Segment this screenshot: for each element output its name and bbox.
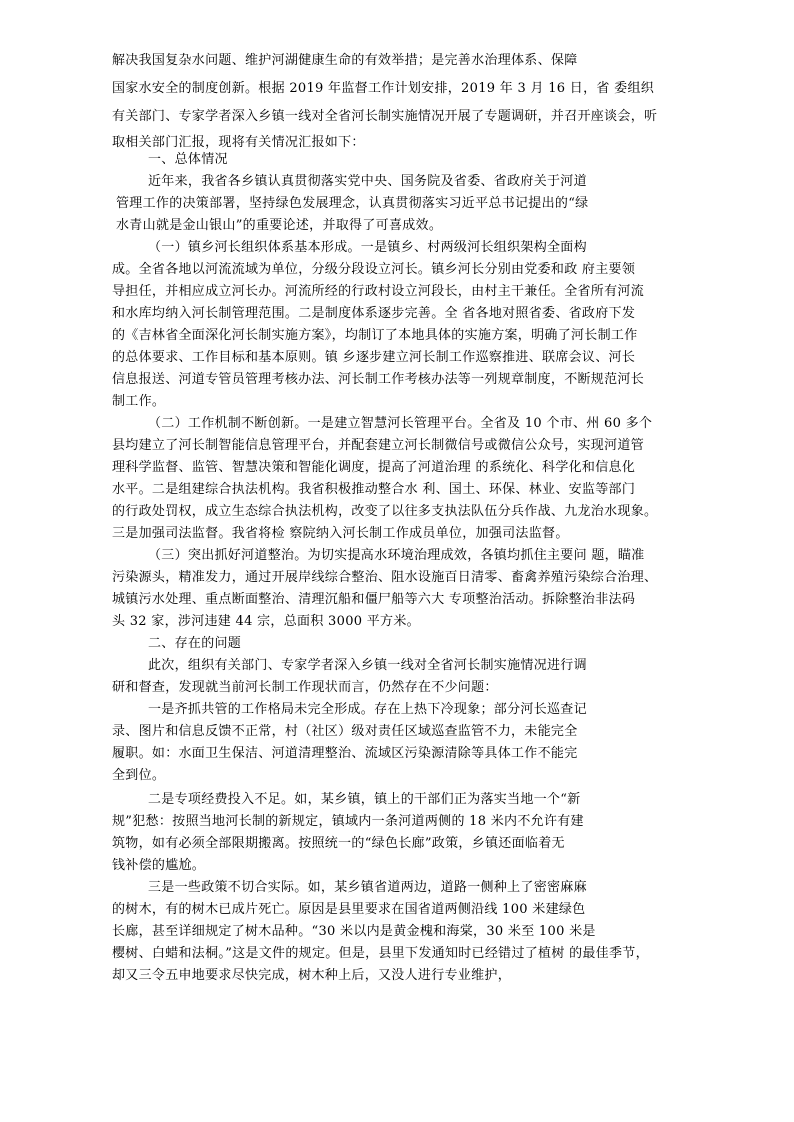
text-line: 理科学监督、监管、智慧决策和智能化调度，提高了河道治理 的系统化、科学化和信息化 [112, 460, 636, 475]
text-line: 国家水安全的制度创新。根据 2019 年监督工作计划安排，2019 年 3 月 16 日，省 委组织 [112, 81, 655, 96]
text-line: 长廊，甚至详细规定了树木品种。“30 米以内是黄金槐和海棠，30 米至 100 米是 [112, 924, 596, 939]
text-line: 却又三令五申地要求尽快完成，树木种上后，又没人进行专业维护， [112, 968, 512, 983]
text-line: 县均建立了河长制智能信息管理平台，并配套建立河长制微信号或微信公众号，实现河道管 [112, 438, 645, 453]
text-line: 履职。如：水面卫生保洁、河道清理整治、流域区污染源清除等具体工作不能完 [112, 746, 578, 761]
text-line: 信息报送、河道专管员管理考核办法、河长制工作考核办法等一列规章制度，不断规范河长 [112, 372, 645, 387]
text-line: 成。全省各地以河流流域为单位，分级分段设立河长。镇乡河长分别由党委和政 府主要领 [112, 262, 636, 277]
text-line: 规”犯愁：按照当地河长制的新规定，镇域内一条河道两侧的 18 米内不允许有建 [112, 814, 584, 829]
subsection-heading: （三）突出抓好河道整治。为切实提高水环境治理成效，各镇均抓住主要问 题，瞄准 [148, 548, 645, 563]
subsection-heading: （一）镇乡河长组织体系基本形成。一是镇乡、村两级河长组织架构全面构 [148, 240, 587, 255]
text-line: 和水库均纳入河长制管理范围。二是制度体系逐步完善。全 省各地对照省委、省政府下发 [112, 306, 636, 321]
text-line: 头 32 家，涉河违建 44 宗，总面积 3000 平方米。 [112, 614, 420, 629]
text-line: 的树木，有的树木已成片死亡。原因是县里要求在国省道两侧沿线 100 米建绿色 [112, 902, 586, 917]
text-line: 的《吉林省全面深化河长制实施方案》，均制订了本地具体的实施方案，明确了河长制工作 [112, 328, 638, 343]
text-line: 水平。二是组建综合执法机构。我省积极推动整合水 利、国土、环保、林业、安监等部门 [112, 482, 636, 497]
text-line: 三是加强司法监督。我省将检 察院纳入河长制工作成员单位，加强司法监督。 [112, 526, 569, 541]
text-line: 全到位。 [112, 768, 166, 783]
text-line: 一是齐抓共管的工作格局未完全形成。存在上热下冷现象；部分河长巡查记 [148, 702, 587, 717]
text-line: 的行政处罚权，成立生态综合执法机构，改变了以往多支执法队伍分兵作战、九龙治水现象。 [112, 504, 658, 519]
text-line: 研和督查，发现就当前河长制工作现状而言，仍然存在不少问题： [112, 680, 498, 695]
text-line: 此次，组织有关部门、专家学者深入乡镇一线对全省河长制实施情况进行调 [148, 658, 587, 673]
text-line: 有关部门、专家学者深入乡镇一线对全省河长制实施情况开展了专题调研，并召开座谈会，听 [112, 109, 658, 124]
text-line: 三是一些政策不切合实际。如，某乡镇省道两边，道路一侧种上了密密麻麻 [148, 880, 587, 895]
text-line: 筑物，如有必须全部限期搬离。按照统一的“绿色长廊”政策，乡镇还面临着无 [112, 836, 565, 851]
subsection-heading: （二）工作机制不断创新。一是建立智慧河长管理平台。全省及 10 个市、州 60 多个 [148, 416, 653, 431]
text-line: 樱树、白蜡和法桐。”这是文件的规定。但是，县里下发通知时已经错过了植树 的最佳季节， [112, 946, 649, 961]
text-line: 取相关部门汇报，现将有关情况汇报如下： [112, 135, 365, 150]
text-line: 录、图片和信息反馈不正常，村（社区）级对责任区域巡查监管不力，未能完全 [112, 724, 578, 739]
text-line: 管理工作的决策部署，坚持绿色发展理念，认真贯彻落实习近平总书记提出的“绿 [116, 196, 589, 211]
text-line: 导担任，并相应成立河长办。河流所经的行政村设立河段长，由村主干兼任。全省所有河流 [112, 284, 645, 299]
text-line: 污染源头，精准发力，通过开展岸线综合整治、阻水设施百日清零、畜禽养殖污染综合治理、 [112, 570, 658, 585]
text-line: 钱补偿的尴尬。 [112, 858, 206, 873]
text-line: 近年来，我省各乡镇认真贯彻落实党中央、国务院及省委、省政府关于河道 [148, 174, 587, 189]
text-line: 城镇污水处理、重点断面整治、清理沉船和僵尸船等六大 专项整治活动。拆除整治非法码 [112, 592, 636, 607]
text-line: 水青山就是金山银山”的重要论述，并取得了可喜成效。 [116, 218, 443, 233]
text-line: 二是专项经费投入不足。如，某乡镇，镇上的干部们正为落实当地一个“新 [148, 792, 581, 807]
text-line: 制工作。 [112, 394, 166, 409]
text-line: 解决我国复杂水问题、维护河湖健康生命的有效举措；是完善水治理体系、保障 [112, 53, 578, 68]
section-heading: 二、存在的问题 [148, 636, 242, 651]
section-heading: 一、总体情况 [148, 152, 228, 167]
text-line: 的总体要求、工作目标和基本原则。镇 乡逐步建立河长制工作巡察推进、联席会议、河长 [112, 350, 636, 365]
